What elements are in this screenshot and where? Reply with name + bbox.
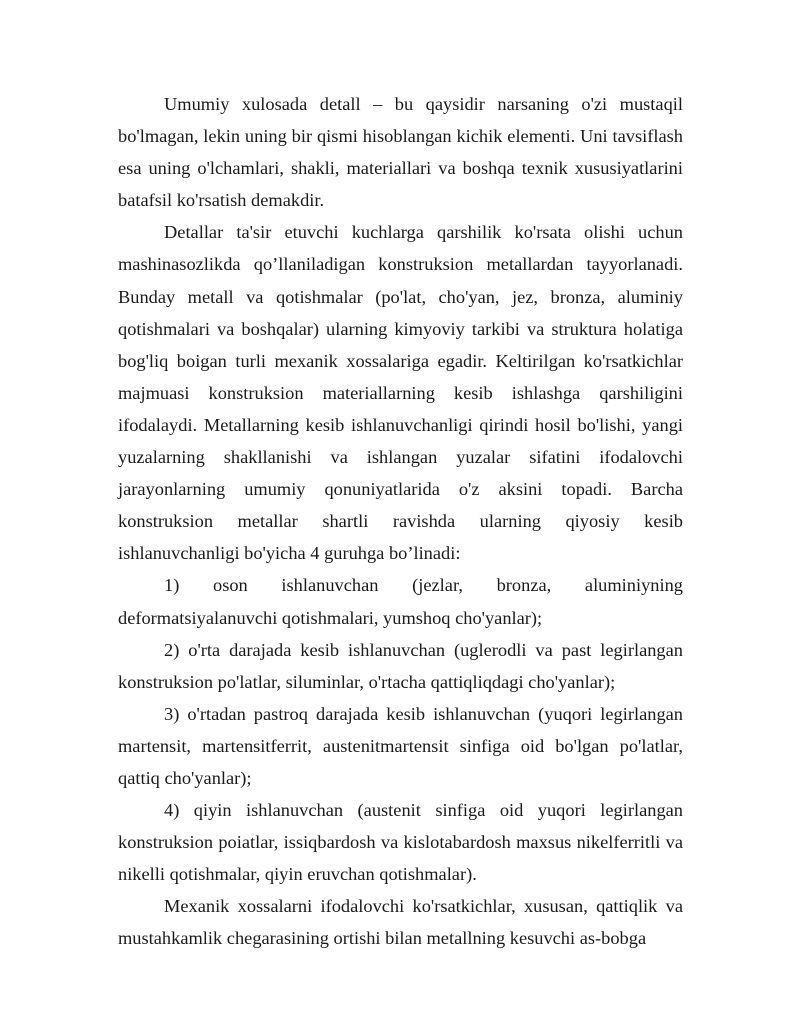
- list-item-group-2: 2) o'rta darajada kesib ishlanuvchan (uglerodli va past legirlangan konstruksion po'latlar, siluminlar, o'rtacha qattiqliqdagi cho'yanlar);: [118, 639, 683, 692]
- paragraph-materials: Detallar ta'sir etuvchi kuchlarga qarshilik ko'rsata olishi uchun mashinasozlikda qo’llaniladigan konstruksion metallardan tayyorlanadi. Bunday metall va qotishmalar (po'lat, cho'yan, jez, bronza, aluminiy qotishmalari va boshqalar) ularning kimyoviy tarkibi va struktura holatiga bog'liq boigan turli mexanik xossalariga egadir. Keltirilgan ko'rsatkichlar majmuasi konstruksion materiallarning kesib ishlashga qarshiligini ifodalaydi. Metallarning kesib ishlanuvchanligi qirindi hosil bo'lishi, yangi yuzalarning shakllanishi va ishlangan yuzalar sifatini ifodalovchi jarayonlarning umumiy qonuniyatlarida o'z aksini topadi. Barcha konstruksion metallar shartli ravishda ularning qiyosiy kesib ishlanuvchanligi bo'yicha 4 guruhga bo’linadi:: [118, 222, 683, 564]
- list-item-group-4: 4) qiyin ishlanuvchan (austenit sinfiga oid yuqori legirlangan konstruksion poiatlar, issiqbardosh va kislotabardosh maxsus nikelferritli va nikelli qotishmalar, qiyin eruvchan qotishmalar).: [118, 800, 683, 885]
- paragraph-intro: Umumiy xulosada detall – bu qaysidir narsaning o'zi mustaqil bo'lmagan, lekin uning bir qismi hisoblangan kichik elementi. Uni tavsiflash esa uning o'lchamlari, shakli, materiallari va boshqa texnik xususiyatlarini batafsil ko'rsatish demakdir.: [118, 94, 683, 211]
- list-item-group-3: 3) o'rtadan pastroq darajada kesib ishlanuvchan (yuqori legirlangan martensit, martensitferrit, austenitmartensit sinfiga oid bo'lgan po'latlar, qattiq cho'yanlar);: [118, 703, 683, 788]
- paragraph-mechanical-properties: Mexanik xossalarni ifodalovchi ko'rsatkichlar, xususan, qattiqlik va mustahkamlik chegarasining ortishi bilan metallning kesuvchi as-bobga: [118, 896, 683, 949]
- list-item-group-1: 1) oson ishlanuvchan (jezlar, bronza, aluminiyning deformatsiyalanuvchi qotishmalari, yumshoq cho'yanlar);: [118, 575, 683, 628]
- document-page: [118, 88, 683, 955]
